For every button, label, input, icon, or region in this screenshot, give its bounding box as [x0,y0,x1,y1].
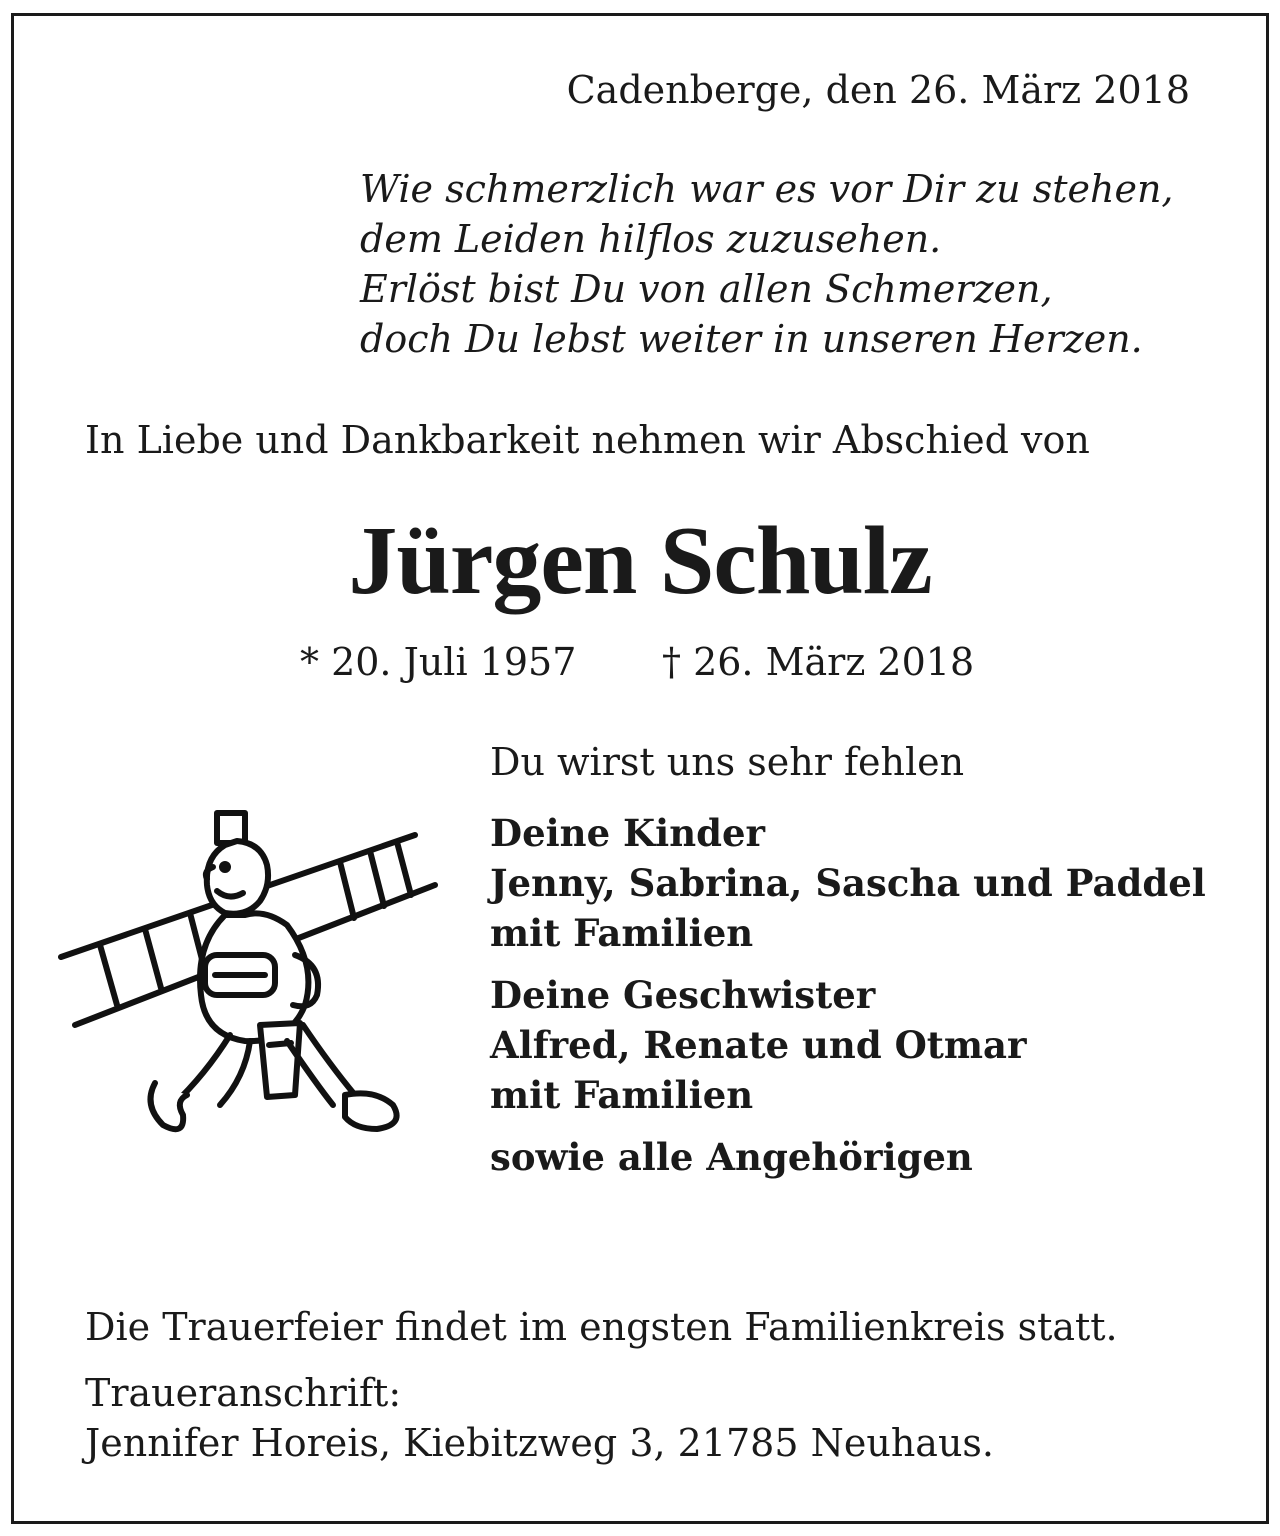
mourner-line: sowie alle Angehörigen [490,1135,973,1179]
birth-date: * 20. Juli 1957 [300,640,577,684]
mourner-line: Deine Kinder [490,811,766,855]
poem-line: Erlöst bist Du von allen Schmerzen, [360,267,1053,311]
death-date: † 26. März 2018 [662,640,975,684]
poem [360,164,1174,364]
mourner-line: mit Familien [490,1073,754,1117]
siblings-group [490,970,1206,1120]
address-text: Jennifer Horeis, Kiebitzweg 3, 21785 Neuhaus. [85,1421,995,1465]
mourner-line: Deine Geschwister [490,973,876,1017]
deceased-name: Jürgen Schulz [348,507,932,615]
mourner-line: mit Familien [490,911,754,955]
place-date: Cadenberge, den 26. März 2018 [566,68,1190,112]
mourning-address [85,1368,994,1468]
children-group [490,808,1206,958]
ceremony-note: Die Trauerfeier findet im engsten Familienkreis statt. [85,1305,1118,1349]
address-label: Traueranschrift: [85,1371,402,1415]
mourners-list [490,808,1206,1194]
poem-line: dem Leiden hilflos zuzusehen. [360,217,942,261]
poem-line: Wie schmerzlich war es vor Dir zu stehen, [360,167,1174,211]
chimney-sweep-with-ladder-icon [55,805,445,1165]
mourner-line: Jenny, Sabrina, Sascha und Paddel [490,861,1206,905]
intro-text: In Liebe und Dankbarkeit nehmen wir Abschied von [85,418,1090,462]
others-group [490,1132,1206,1182]
mourner-line: Alfred, Renate und Otmar [490,1023,1027,1067]
farewell-text: Du wirst uns sehr fehlen [490,740,965,784]
poem-line: doch Du lebst weiter in unseren Herzen. [360,317,1143,361]
